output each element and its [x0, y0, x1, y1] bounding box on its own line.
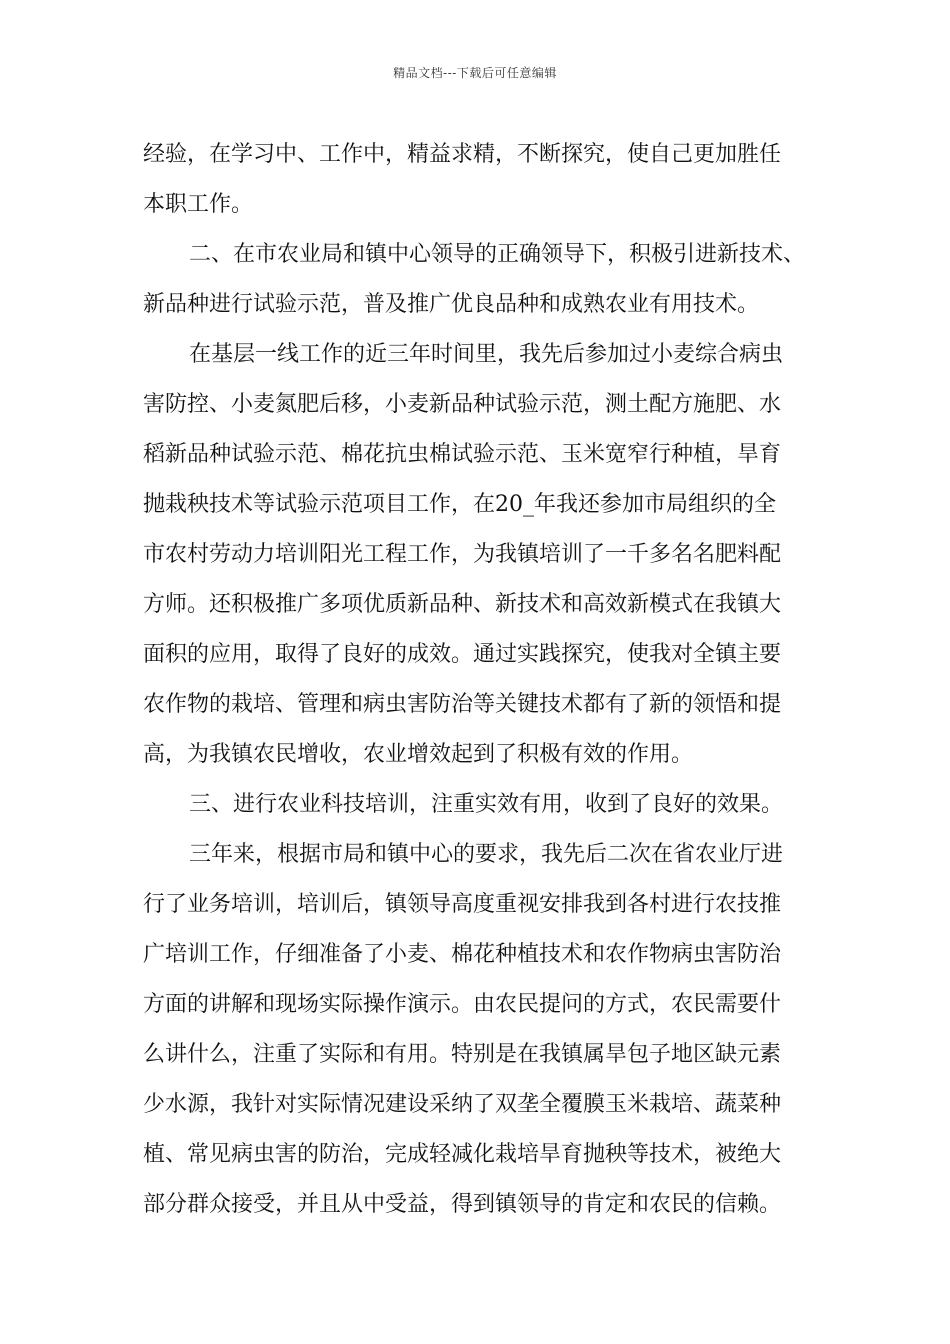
text-line: 稻新品种试验示范、棉花抗虫棉试验示范、玉米宽窄行种植，旱育: [143, 442, 782, 467]
text-line: 方面的讲解和现场实际操作演示。由农民提问的方式，农民需要什: [143, 992, 782, 1017]
paragraph-start: 三年来，根据市局和镇中心的要求，我先后二次在省农业厅进: [189, 842, 784, 867]
paragraph-start: 在基层一线工作的近三年时间里，我先后参加过小麦综合病虫: [189, 342, 784, 367]
text-line: 么讲什么，注重了实际和有用。特别是在我镇属旱包子地区缺元素: [143, 1042, 782, 1067]
section-heading: 二、在市农业局和镇中心领导的正确领导下，积极引进新技术、: [189, 242, 806, 267]
text-line: 广培训工作，仔细准备了小麦、棉花种植技术和农作物病虫害防治: [143, 942, 782, 967]
text-line: 本职工作。: [143, 192, 254, 217]
document-body: [143, 130, 811, 1230]
text-line: 经验，在学习中、工作中，精益求精，不断探究，使自己更加胜任: [143, 142, 782, 167]
text-line: 部分群众接受，并且从中受益，得到镇领导的肯定和农民的信赖。: [143, 1192, 782, 1217]
text-line: 面积的应用，取得了良好的成效。通过实践探究，使我对全镇主要: [143, 642, 782, 667]
text-line: 害防控、小麦氮肥后移，小麦新品种试验示范，测土配方施肥、水: [143, 392, 782, 417]
text-line: 方师。还积极推广多项优质新品种、新技术和高效新模式在我镇大: [143, 592, 782, 617]
text-line: 少水源，我针对实际情况建设采纳了双垄全覆膜玉米栽培、蔬菜种: [143, 1092, 782, 1117]
page-header: 精品文档---下载后可任意编辑: [393, 66, 557, 80]
section-heading: 三、进行农业科技培训，注重实效有用，收到了良好的效果。: [189, 792, 784, 817]
text-line: 农作物的栽培、管理和病虫害防治等关键技术都有了新的领悟和提: [143, 692, 782, 717]
text-line: 行了业务培训，培训后，镇领导高度重视安排我到各村进行农技推: [143, 892, 782, 917]
text-line: 植、常见病虫害的防治，完成轻减化栽培旱育抛秧等技术，被绝大: [143, 1142, 782, 1167]
text-line: 新品种进行试验示范，普及推广优良品种和成熟农业有用技术。: [143, 292, 760, 317]
text-line: 高，为我镇农民增收，农业增效起到了积极有效的作用。: [143, 742, 694, 767]
text-line: 市农村劳动力培训阳光工程工作，为我镇培训了一千多名名肥料配: [143, 542, 782, 567]
text-line: 抛栽秧技术等试验示范项目工作，在20_年我还参加市局组织的全: [143, 492, 776, 517]
